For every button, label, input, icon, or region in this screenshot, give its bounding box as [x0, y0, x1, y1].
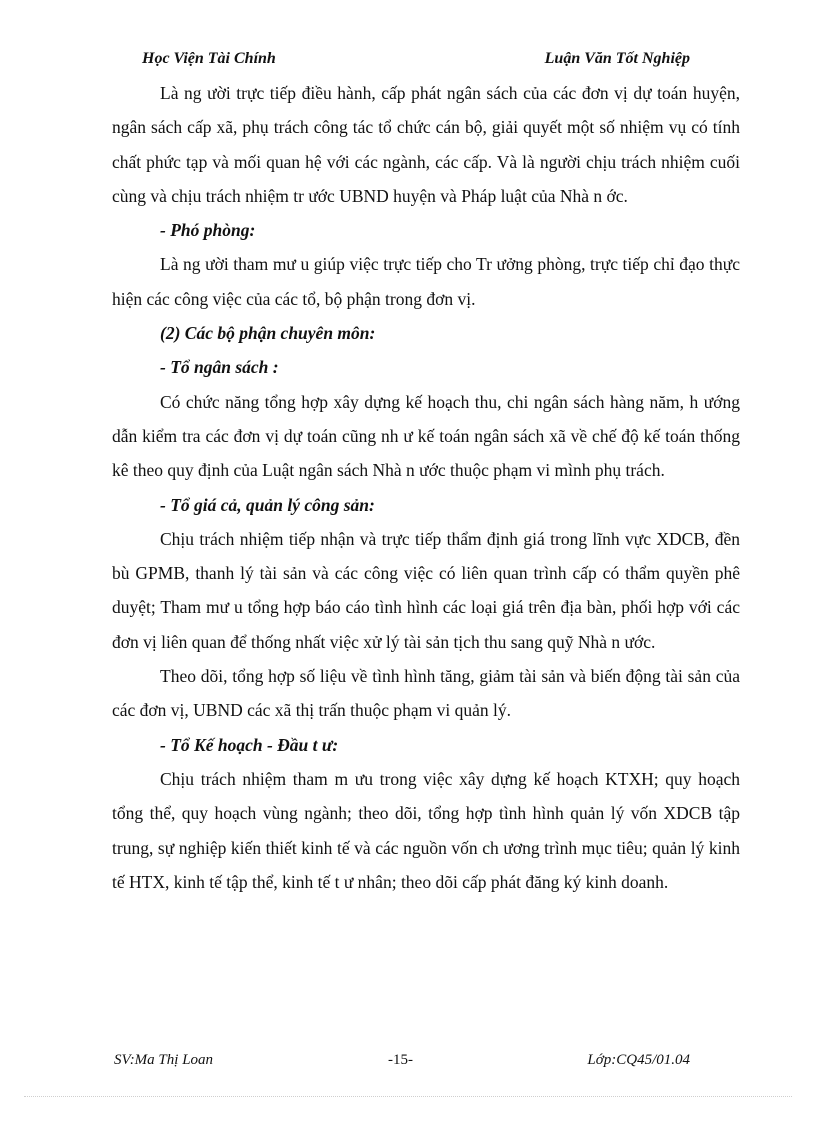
paragraph-to-ke-hoach: Chịu trách nhiệm tham m ưu trong việc xây dựng kế hoạch KTXH; quy hoạch tổng thể, quy hoạch vùng ngành; theo dõi, tổng hợp tình hình quản lý vốn XDCB tập trung, sự nghiệp kiến thiết kinh tế và các nguồn vốn ch ương trình mục tiêu; quản lý kinh tế HTX, kinh tế tập thể, kinh tế t ư nhân; theo dõi cấp phát đăng ký kinh doanh.: [112, 768, 740, 892]
heading-pho-phong: - Phó phòng:: [160, 220, 256, 241]
header-institution: Học Viện Tài Chính: [142, 50, 276, 67]
paragraph-truong-phong-duties: Là ng ười trực tiếp điều hành, cấp phát ngân sách của các đơn vị dự toán huyện, ngân sách cấp xã, phụ trách công tác tổ chức cán bộ, giải quyết một số nhiệm vụ có tính chất phức tạp và mối quan hệ với các ngành, các cấp. Và là người chịu trách nhiệm cuối cùng và chịu trách nhiệm tr ước UBND huyện và Pháp luật của Nhà n ớc.: [112, 83, 740, 206]
footer-page-number: -15-: [388, 1052, 413, 1068]
paragraph-to-gia-ca-2: Theo dõi, tổng hợp số liệu về tình hình tăng, giảm tài sản và biến động tài sản của các đơn vị, UBND các xã thị trấn thuộc phạm vi quản lý.: [112, 666, 740, 721]
page-footer: [112, 1052, 692, 1076]
page-bottom-divider: [24, 1096, 792, 1097]
header-document-type: Luận Văn Tốt Nghiệp: [544, 50, 690, 67]
paragraph-to-gia-ca-1: Chịu trách nhiệm tiếp nhận và trực tiếp thẩm định giá trong lĩnh vực XDCB, đền bù GPMB, thanh lý tài sản và các công việc có liên quan trình cấp có thẩm quyền phê duyệt; Tham mư u tổng hợp báo cáo tình hình các loại giá trên địa bàn, phối hợp với các đơn vị liên quan để thống nhất việc xử lý tài sản tịch thu sang quỹ Nhà n ước.: [112, 528, 740, 652]
footer-student-name: SV:Ma Thị Loan: [114, 1052, 214, 1068]
heading-to-gia-ca: - Tổ giá cả, quản lý công sản:: [160, 494, 375, 515]
heading-to-ke-hoach: - Tổ Kế hoạch - Đầu t ư:: [160, 734, 339, 755]
paragraph-to-ngan-sach: Có chức năng tổng hợp xây dựng kế hoạch thu, chi ngân sách hàng năm, h ướng dẫn kiểm tra các đơn vị dự toán cũng nh ư kế toán ngân sách xã về chế độ kế toán thống kê theo quy định của Luật ngân sách Nhà n ước thuộc phạm vi mình phụ trách.: [112, 391, 740, 481]
heading-bo-phan-chuyen-mon: (2) Các bộ phận chuyên môn:: [160, 323, 376, 344]
paragraph-pho-phong-duties: Là ng ười tham mư u giúp việc trực tiếp cho Tr ưởng phòng, trực tiếp chỉ đạo thực hiện các công việc của các tổ, bộ phận trong đơn vị.: [112, 254, 740, 309]
page-header: [140, 50, 692, 74]
page-body: [112, 76, 740, 899]
footer-class-code: Lớp:CQ45/01.04: [587, 1052, 690, 1068]
heading-to-ngan-sach: - Tổ ngân sách :: [160, 357, 279, 378]
